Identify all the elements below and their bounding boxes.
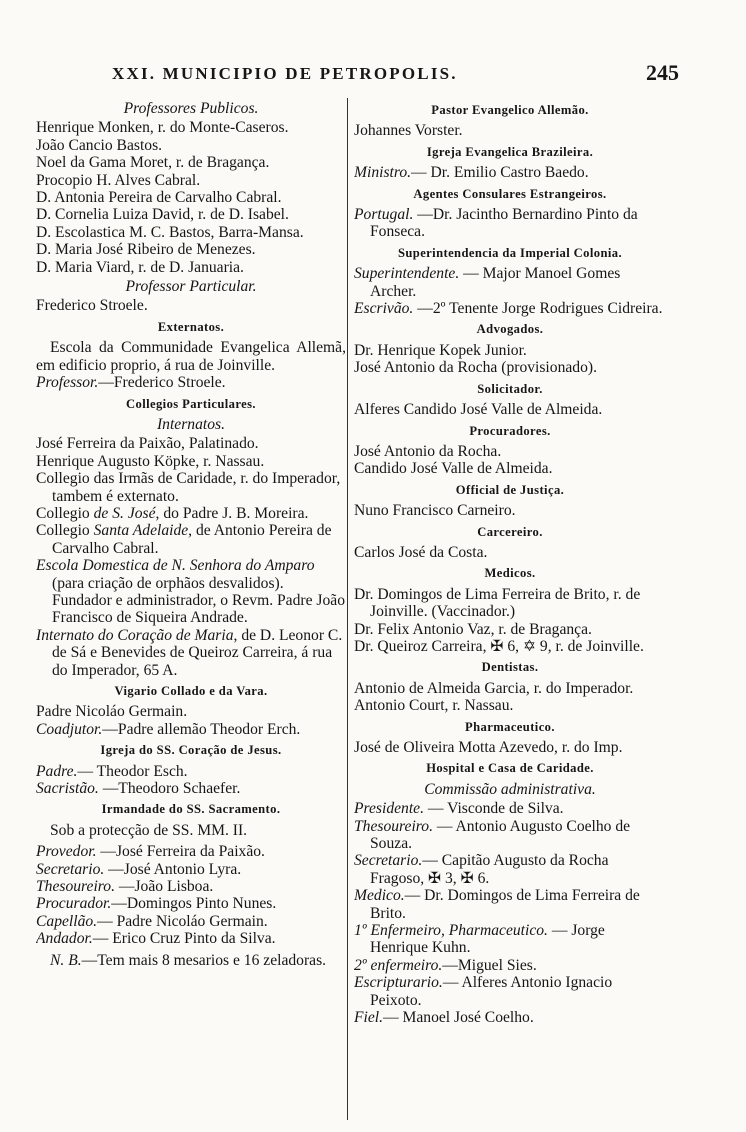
role-label: Thesoureiro. bbox=[354, 817, 433, 835]
role-value: — Jorge Henrique Kuhn. bbox=[370, 922, 605, 957]
list-item: Collegio das Irmãs de Caridade, r. do Imperador, tambem é externato. bbox=[36, 470, 341, 505]
role-value: —José Ferreira da Paixão. bbox=[96, 843, 265, 861]
list-item: Procopio H. Alves Cabral. bbox=[36, 171, 201, 189]
role-value: —Miguel Sies. bbox=[442, 956, 537, 974]
section-heading: Official de Justiça. bbox=[455, 482, 565, 497]
list-item bbox=[36, 930, 346, 947]
list-item bbox=[36, 522, 346, 557]
role-label: 2º enfermeiro. bbox=[354, 956, 443, 974]
list-item: D. Maria José Ribeiro de Menezes. bbox=[36, 241, 256, 259]
list-item: Dr. Queiroz Carreira, ✠ 6, ✡ 9, r. de Joinville. bbox=[354, 637, 644, 655]
role-value: — Theodor Esch. bbox=[77, 762, 188, 780]
role-label: Secretario. bbox=[36, 860, 105, 878]
role-label: Professor. bbox=[36, 374, 99, 392]
text: , do Padre J. B. Moreira. bbox=[155, 504, 309, 522]
list-item bbox=[36, 721, 346, 738]
role-value: —Dr. Jacintho Bernardino Pinto da Fonseca. bbox=[370, 206, 638, 241]
section-heading: Carcereiro. bbox=[477, 524, 543, 539]
role-label: Ministro. bbox=[354, 164, 412, 182]
list-item: Nuno Francisco Carneiro. bbox=[354, 502, 516, 520]
role-label: Padre. bbox=[36, 762, 78, 780]
role-label: Superintendente. bbox=[354, 265, 460, 283]
section-heading: Procuradores. bbox=[469, 423, 551, 438]
role-label: Medico. bbox=[354, 887, 405, 905]
list-item bbox=[36, 374, 346, 391]
section-heading: Medicos. bbox=[484, 566, 536, 581]
list-item: Noel da Gama Moret, r. de Bragança. bbox=[36, 154, 270, 172]
role-value: —Padre allemão Theodor Erch. bbox=[102, 720, 301, 738]
list-item: Carlos José da Costa. bbox=[354, 543, 488, 561]
role-label: Presidente. bbox=[354, 800, 425, 818]
list-item bbox=[36, 557, 346, 627]
role-label: Secretario. bbox=[354, 852, 423, 870]
list-item: Frederico Stroele. bbox=[36, 297, 148, 315]
role-value: — Alferes Antonio Ignacio Peixoto. bbox=[370, 974, 613, 1009]
list-item: Padre Nicoláo Germain. bbox=[36, 703, 188, 721]
text: , de Antonio Pereira de Carvalho Cabral. bbox=[52, 522, 332, 557]
list-item bbox=[36, 763, 346, 780]
list-item bbox=[354, 974, 666, 1009]
text: (para criação de orphãos desvalidos). Fundador e administrador, o Revm. Padre João Francisco de Siqueira Andrade. bbox=[52, 574, 345, 627]
list-item: Dr. Henrique Kopek Junior. bbox=[354, 341, 527, 359]
list-item: D. Escolastica M. C. Bastos, Barra-Mansa. bbox=[36, 223, 304, 241]
role-label: Thesoureiro. bbox=[36, 878, 115, 896]
section-heading: Superintendencia da Imperial Colonia. bbox=[397, 245, 623, 260]
list-item: Alferes Candido José Valle de Almeida. bbox=[354, 401, 603, 419]
role-value: — Padre Nicoláo Germain. bbox=[97, 912, 268, 930]
list-item: Antonio Court, r. Nassau. bbox=[354, 697, 514, 715]
section-heading: Vigario Collado e da Vara. bbox=[114, 684, 268, 698]
institution-name: de S. José bbox=[93, 504, 156, 522]
section-heading: Pharmaceutico. bbox=[465, 719, 555, 734]
list-item: D. Cornelia Luiza David, r. de D. Isabel. bbox=[36, 206, 289, 224]
running-title: XXI. MUNICIPIO DE PETROPOLIS. bbox=[112, 64, 458, 83]
list-item bbox=[36, 895, 346, 912]
column-divider bbox=[347, 98, 348, 1120]
text: Collegio bbox=[36, 522, 94, 540]
list-item bbox=[354, 164, 666, 181]
list-item bbox=[36, 913, 346, 930]
section-heading: Collegios Particulares. bbox=[126, 396, 256, 411]
role-value: —Theodoro Schaefer. bbox=[98, 780, 241, 798]
role-value: —João Lisboa. bbox=[114, 878, 214, 896]
list-item: D. Maria Viard, r. de D. Januaria. bbox=[36, 258, 244, 276]
list-item bbox=[354, 818, 666, 853]
institution-name: Santa Adelaide bbox=[93, 522, 189, 540]
list-item: Dr. Domingos de Lima Ferreira de Brito, r. de Joinville. (Vaccinador.) bbox=[354, 585, 641, 621]
role-value: — Capitão Augusto da Rocha Fragoso, ✠ 3, ✠ 6. bbox=[370, 852, 609, 887]
list-item: Antonio de Almeida Garcia, r. do Imperador. bbox=[354, 679, 634, 697]
section-heading: Hospital e Casa de Caridade. bbox=[426, 761, 594, 776]
list-item bbox=[354, 852, 666, 887]
role-label: Coadjutor. bbox=[36, 720, 103, 738]
list-item: Candido José Valle de Almeida. bbox=[354, 460, 553, 478]
list-item bbox=[36, 843, 346, 860]
section-heading: Dentistas. bbox=[481, 660, 539, 675]
list-item bbox=[36, 878, 346, 895]
list-item bbox=[354, 887, 666, 922]
role-label: 1º Enfermeiro, Pharmaceutico. bbox=[354, 922, 548, 940]
text: Collegio bbox=[36, 504, 94, 522]
section-heading: Advogados. bbox=[476, 322, 544, 337]
list-item bbox=[354, 206, 666, 241]
institution-name: Internato do Coração de Maria bbox=[36, 626, 234, 644]
note-text: —Tem mais 8 mesarios e 16 zeladoras. bbox=[81, 951, 327, 969]
section-heading: Professor Particular. bbox=[125, 278, 257, 296]
page-number: 245 bbox=[646, 60, 679, 85]
role-value: — Erico Cruz Pinto da Silva. bbox=[92, 930, 276, 948]
list-item bbox=[36, 861, 346, 878]
role-label: Escrivão. bbox=[354, 300, 414, 318]
page-header bbox=[0, 58, 746, 98]
role-label: Fiel. bbox=[354, 1009, 384, 1027]
role-label: Capellão. bbox=[36, 912, 98, 930]
role-value: — Antonio Augusto Coelho de Souza. bbox=[370, 817, 631, 853]
list-item bbox=[354, 922, 666, 957]
list-item: Dr. Felix Antonio Vaz, r. de Bragança. bbox=[354, 620, 592, 638]
list-item: José Ferreira da Paixão, Palatinado. bbox=[36, 435, 259, 453]
list-item: José Antonio da Rocha (provisionado). bbox=[354, 359, 597, 377]
section-heading: Solicitador. bbox=[477, 381, 543, 396]
list-item bbox=[36, 505, 346, 522]
list-item: D. Antonia Pereira de Carvalho Cabral. bbox=[36, 189, 282, 207]
role-label: Portugal. bbox=[354, 206, 414, 224]
list-item: João Cancio Bastos. bbox=[36, 136, 163, 154]
section-heading: Externatos. bbox=[157, 319, 225, 334]
list-item bbox=[36, 780, 346, 797]
role-label: Provedor. bbox=[36, 843, 97, 861]
role-value: —Frederico Stroele. bbox=[98, 374, 226, 392]
sub-heading: Internatos. bbox=[156, 415, 225, 433]
section-heading: Igreja do SS. Coração de Jesus. bbox=[100, 743, 282, 758]
role-label: Sacristão. bbox=[36, 780, 99, 798]
institution-name: Escola Domestica de N. Senhora do Amparo bbox=[36, 557, 315, 575]
role-value: —Domingos Pinto Nunes. bbox=[111, 895, 277, 913]
list-item bbox=[354, 800, 666, 817]
role-value: —2º Tenente Jorge Rodrigues Cidreira. bbox=[413, 300, 663, 318]
section-heading: Irmandade do SS. Sacramento. bbox=[101, 802, 281, 817]
paragraph: Sob a protecção de SS. MM. II. bbox=[50, 821, 248, 839]
role-label: Procurador. bbox=[36, 895, 112, 913]
list-item bbox=[354, 265, 666, 300]
role-value: —José Antonio Lyra. bbox=[104, 860, 242, 878]
right-column bbox=[354, 98, 666, 1120]
text: , de D. Leonor C. de Sá e Benevides de Queiroz Carreira, á rua do Imperador, 65 A. bbox=[52, 626, 343, 679]
sub-heading: Commissão administrativa. bbox=[424, 780, 596, 798]
section-heading: Agentes Consulares Estrangeiros. bbox=[413, 186, 607, 201]
role-value: — Visconde de Silva. bbox=[424, 800, 564, 818]
role-label: Escripturario. bbox=[354, 974, 443, 992]
left-column bbox=[36, 98, 346, 1120]
role-value: — Manoel José Coelho. bbox=[383, 1009, 534, 1027]
list-item bbox=[354, 300, 666, 317]
list-item bbox=[354, 1009, 666, 1026]
list-item bbox=[36, 627, 346, 679]
role-value: — Dr. Domingos de Lima Ferreira de Brito. bbox=[370, 887, 640, 922]
paragraph: Escola da Communidade Evangelica Allemã, em edificio proprio, á rua de Joinville. bbox=[36, 339, 346, 374]
list-item: Henrique Augusto Köpke, r. Nassau. bbox=[36, 452, 265, 470]
section-heading: Professores Publicos. bbox=[123, 100, 259, 117]
list-item bbox=[354, 957, 666, 974]
list-item: Henrique Monken, r. do Monte-Caseros. bbox=[36, 119, 289, 137]
note bbox=[36, 952, 346, 969]
list-item: José Antonio da Rocha. bbox=[354, 442, 502, 460]
role-value: — Dr. Emilio Castro Baedo. bbox=[411, 164, 589, 182]
role-label: Andador. bbox=[36, 930, 93, 948]
role-value: — Major Manoel Gomes Archer. bbox=[370, 265, 621, 300]
section-heading: Igreja Evangelica Brazileira. bbox=[426, 144, 594, 159]
list-item: Johannes Vorster. bbox=[354, 122, 463, 140]
section-heading: Pastor Evangelico Allemão. bbox=[431, 103, 589, 117]
list-item: José de Oliveira Motta Azevedo, r. do Imp. bbox=[354, 739, 623, 756]
note-label: N. B. bbox=[50, 951, 82, 969]
